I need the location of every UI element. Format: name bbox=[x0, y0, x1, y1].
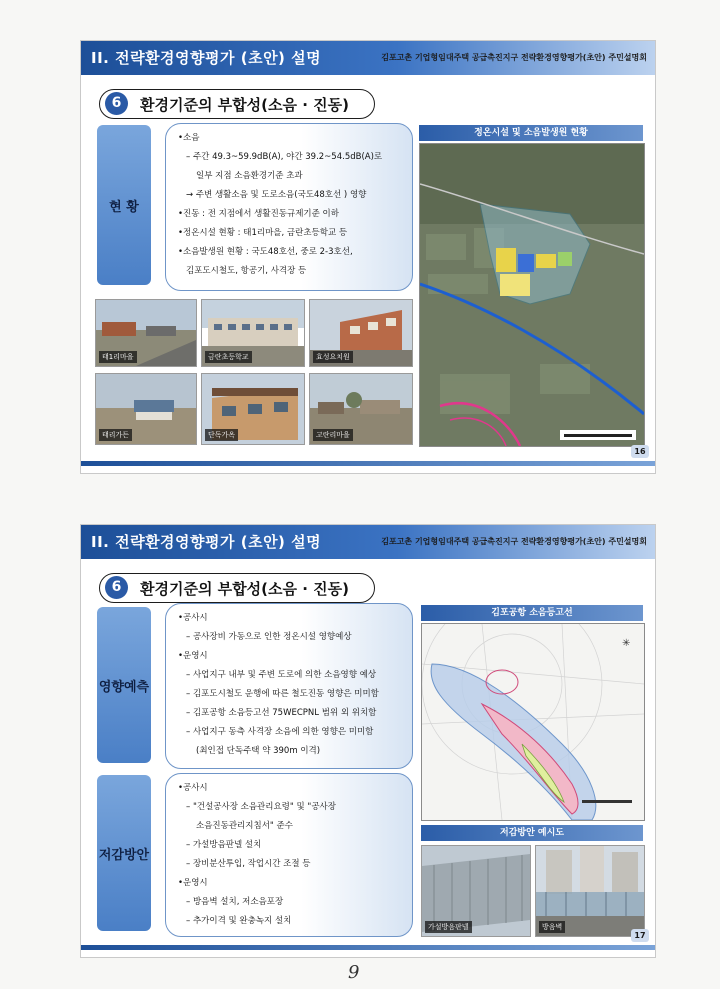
page-number: 17 bbox=[631, 929, 649, 942]
content-box-impact-prediction bbox=[165, 603, 413, 769]
text-line: – 가설방음판넬 설치 bbox=[186, 840, 262, 850]
text-line: – "건설공사장 소음관리요령" 및 "공사장 bbox=[186, 802, 336, 812]
noise-contour-map-image bbox=[422, 624, 644, 820]
text-line: – 김포공항 소음등고선 75WECPNL 범위 외 위치함 bbox=[186, 708, 377, 718]
photo-label: 고란리마을 bbox=[313, 429, 353, 441]
page-number: 16 bbox=[631, 445, 649, 458]
photo-label: 태1리마을 bbox=[99, 351, 137, 363]
label-mitigation: 저감방안 bbox=[97, 775, 151, 931]
photo-label: 태리가든 bbox=[99, 429, 132, 441]
text-line: •운영시 bbox=[178, 878, 208, 888]
text-line: •공사시 bbox=[178, 783, 208, 793]
photo-village bbox=[95, 299, 197, 367]
text-line: 김포도시철도, 항공기, 사격장 등 bbox=[186, 266, 307, 276]
text-line: 소음진동관리지침서" 준수 bbox=[196, 821, 293, 831]
slide-1 bbox=[80, 40, 656, 474]
noise-contour-map bbox=[421, 623, 645, 821]
photo-label: 방음벽 bbox=[539, 921, 565, 933]
photo-label: 효성요치원 bbox=[313, 351, 353, 363]
text-line: – 장비분산투입, 작업시간 조절 등 bbox=[186, 859, 311, 869]
text-line: – 사업지구 동측 사격장 소음에 의한 영향은 미미함 bbox=[186, 727, 374, 737]
slide-header bbox=[81, 41, 655, 75]
photo-sound-barrier bbox=[535, 845, 645, 937]
label-impact-prediction: 영향예측 bbox=[97, 607, 151, 763]
satellite-map bbox=[419, 143, 645, 447]
content-box-current-status bbox=[165, 123, 413, 291]
heading-pill bbox=[99, 89, 375, 119]
handwritten-page-number: 9 bbox=[348, 962, 360, 983]
text-line: (최인접 단독주택 약 390m 이격) bbox=[196, 746, 321, 756]
heading-text: 환경기준의 부합성(소음 · 진동) bbox=[140, 580, 349, 598]
footer-bar bbox=[81, 945, 655, 950]
content-box-mitigation bbox=[165, 773, 413, 937]
section-subtitle: 김포고촌 기업형임대주택 공급촉진지구 전략환경영향평가(초안) 주민설명회 bbox=[381, 537, 647, 546]
slide-header bbox=[81, 525, 655, 559]
photo-school bbox=[201, 299, 305, 367]
heading-number: 6 bbox=[105, 576, 128, 599]
slide-2 bbox=[80, 524, 656, 958]
map-title: 김포공항 소음등고선 bbox=[421, 605, 643, 621]
section-title: II. 전략환경영향평가 (초안) 설명 bbox=[91, 49, 322, 67]
photo-label: 금란초등학교 bbox=[205, 351, 252, 363]
photo-goran-village bbox=[309, 373, 413, 445]
heading-pill bbox=[99, 573, 375, 603]
text-line: •공사시 bbox=[178, 613, 208, 623]
text-line: •정온시설 현황 : 태1리마을, 금란초등학교 등 bbox=[178, 228, 348, 238]
map-title: 정온시설 및 소음발생원 현황 bbox=[419, 125, 643, 141]
section-subtitle: 김포고촌 기업형임대주택 공급촉진지구 전략환경영향평가(초안) 주민설명회 bbox=[381, 53, 647, 62]
svg-text:✳: ✳ bbox=[622, 638, 631, 649]
photo-restaurant bbox=[95, 373, 197, 445]
footer-bar bbox=[81, 461, 655, 466]
photo-label: 단독가옥 bbox=[205, 429, 238, 441]
text-line: – 주간 49.3~59.9dB(A), 야간 39.2~54.5dB(A)로 bbox=[186, 152, 383, 162]
photo-section-title: 저감방안 예시도 bbox=[421, 825, 643, 841]
photo-kindergarten bbox=[309, 299, 413, 367]
text-line: •진동 : 전 지점에서 생활진동규제기준 이하 bbox=[178, 209, 339, 219]
photo-detached-house bbox=[201, 373, 305, 445]
text-line: 일부 지점 소음환경기준 초과 bbox=[196, 171, 303, 181]
text-line: – 방음벽 설치, 저소음포장 bbox=[186, 897, 284, 907]
satellite-map-image bbox=[420, 144, 644, 446]
text-line: → 주변 생활소음 및 도로소음(국도48호선 ) 영향 bbox=[186, 190, 367, 200]
photo-temporary-noise-panel bbox=[421, 845, 531, 937]
photo-label: 가설방음판넬 bbox=[425, 921, 472, 933]
text-line: – 공사장비 가동으로 인한 정온시설 영향예상 bbox=[186, 632, 352, 642]
text-line: •운영시 bbox=[178, 651, 208, 661]
text-line: – 사업지구 내부 및 주변 도로에 의한 소음영향 예상 bbox=[186, 670, 377, 680]
heading-text: 환경기준의 부합성(소음 · 진동) bbox=[140, 96, 349, 114]
text-line: – 추가이격 및 완충녹지 설치 bbox=[186, 916, 292, 926]
text-line: •소음 bbox=[178, 133, 200, 143]
text-line: •소음발생원 현황 : 국도48호선, 중로 2-3호선, bbox=[178, 247, 353, 257]
label-current-status: 현 황 bbox=[97, 125, 151, 285]
text-line: – 김포도시철도 운행에 따른 철도진동 영향은 미미함 bbox=[186, 689, 379, 699]
section-title: II. 전략환경영향평가 (초안) 설명 bbox=[91, 533, 322, 551]
heading-number: 6 bbox=[105, 92, 128, 115]
